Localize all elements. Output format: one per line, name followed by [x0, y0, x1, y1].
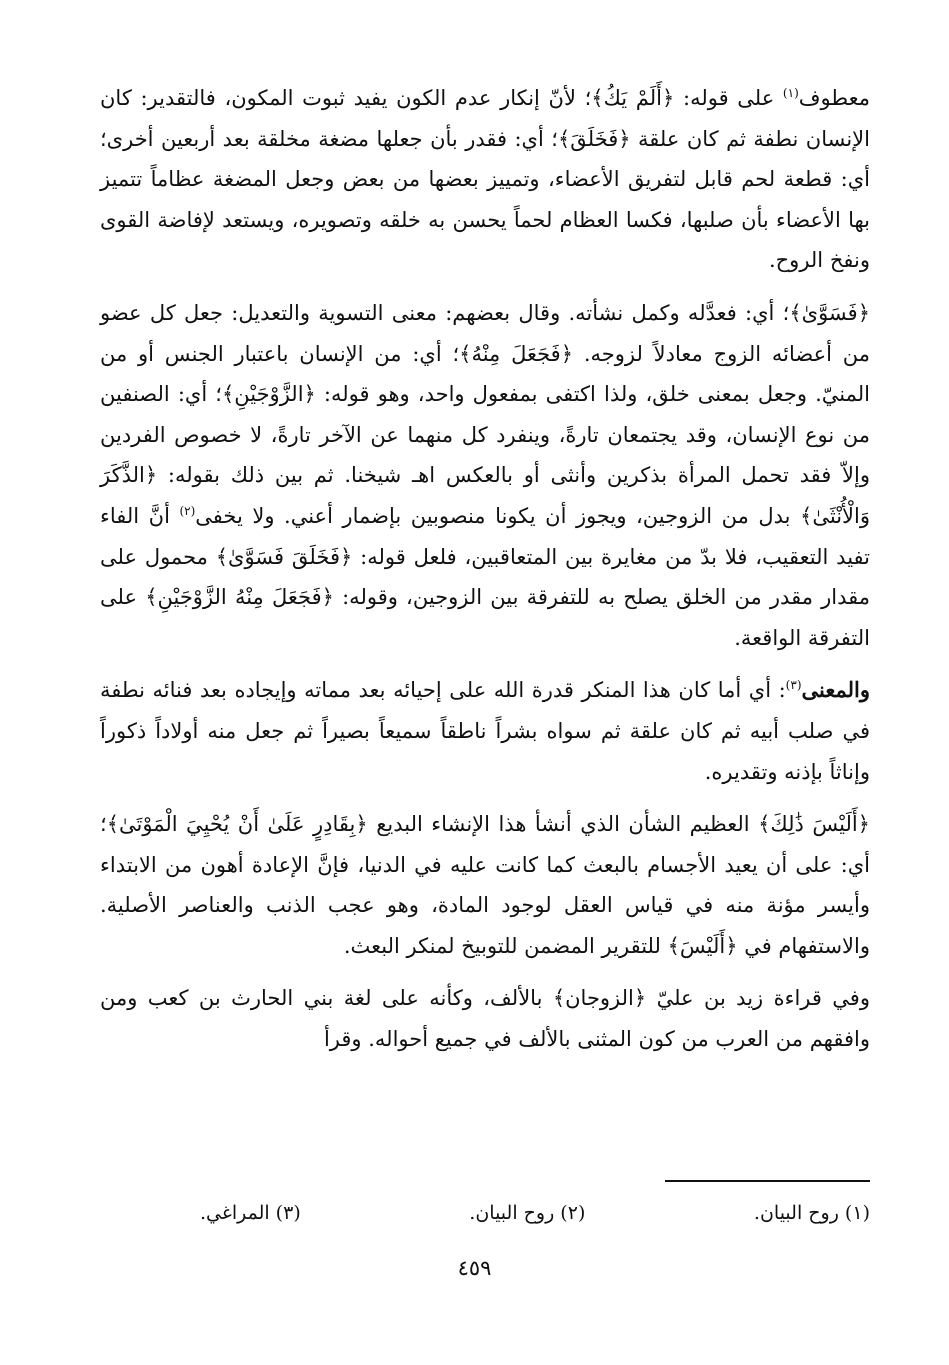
- text-segment: : أي أما كان هذا المنكر قدرة الله على إحيائه بعد مماته وإيجاده بعد فنائه نطفة في صلب أبيه ثم كان علقة ثم سواه بشراً ناطقاً سميعاً بصيراً ثم جعل منه أولاداً ذكوراً وإناثاً بإذنه وتقديره.: [100, 678, 870, 784]
- footnotes: [200, 1198, 870, 1228]
- quran-quote: ﴿فَسَوَّىٰ﴾: [789, 300, 870, 325]
- text-segment: ؛ أي: فقدر بأن جعلها مضغة مخلقة بعد أربعين أخرى؛ أي: قطعة لحم قابل لتفريق الأعضاء، وتمييز بعضها من بعض وجعل المضغة عظاماً تتميز بها الأعضاء بأن صلبها، فكسا العظام لحماً يحسن به خلقه وتصويره، ويستعد لإفاضة القوى ونفخ الروح.: [100, 126, 870, 273]
- text-segment: أنَّ الفاء تفيد التعقيب، فلا بدّ من مغايرة بين المتعاقبين، فلعل قوله:: [100, 503, 870, 569]
- text-segment: وفي قراءة زيد بن عليّ: [646, 986, 870, 1011]
- quran-quote: ﴿بِقَادِرٍ عَلَىٰ أَنْ يُحْيِيَ الْمَوْتَىٰ﴾: [106, 812, 368, 837]
- text-segment: ؛ أي: من الإنسان باعتبار الجنس أو من المنيّ. وجعل بمعنى خلق، ولذا اكتفى بمفعول واحد، وهو قوله:: [100, 341, 870, 407]
- quran-quote: ﴿فَخَلَقَ﴾: [557, 126, 631, 151]
- text-segment: ؛ أي: الصنفين من نوع الإنسان، وقد يجتمعان تارةً، وينفرد كل منهما عن الآخر تارةً، لا خصوص الفردين وإلاّ فقد تحمل المرأة بذكرين وأنثى أو بالعكس اهـ شيخنا. ثم بين ذلك بقوله:: [100, 382, 870, 488]
- main-text: [100, 78, 870, 1072]
- footnote-2: (٢) روح البيان.: [469, 1202, 586, 1224]
- text-segment: بدل من الزوجين، ويجوز أن يكونا منصوبين بإضمار أعني. ولا يخفى: [195, 503, 801, 528]
- quran-quote: ﴿أَلَيْسَ ذَٰلِكَ﴾: [758, 812, 870, 837]
- footnote-3: (٣) المراغي.: [200, 1202, 301, 1224]
- paragraph-3: [100, 670, 870, 792]
- text-segment: بالألف، وكأنه على لغة بني الحارث بن كعب ومن وافقهم من العرب من كون المثنى بالألف في جميع أحواله. وقرأ: [100, 986, 870, 1052]
- quran-quote: ﴿أَلَمْ يَكُ﴾: [591, 86, 675, 110]
- footnote-marker: (٢): [179, 503, 196, 518]
- text-segment: للتقرير المضمن للتوبيخ لمنكر البعث.: [343, 933, 668, 958]
- footnote-marker: (٣): [785, 678, 802, 693]
- paragraph-4: [100, 804, 870, 966]
- text-segment: ؛ أي: فعدَّله وكمل نشأته. وقال بعضهم: معنى التسوية والتعديل: جعل كل عضو من أعضائه الزوج معادلاً لزوجه.: [100, 300, 870, 366]
- quran-quote: ﴿فَجَعَلَ مِنْهُ الزَّوْجَيْنِ﴾: [145, 585, 334, 610]
- quran-quote: ﴿الذَّكَرَ وَالْأُنْثَىٰ﴾: [100, 463, 870, 528]
- paragraph-2: [100, 293, 870, 658]
- text-segment: محمول على مقدار مقدر من الخلق يصلح به للتفرقة بين الزوجين، وقوله:: [100, 544, 871, 610]
- footnote-1: (١) روح البيان.: [753, 1202, 870, 1224]
- text-segment: ؛ لأنّ إنكار عدم الكون يفيد ثبوت المكون، فالتقدير: كان الإنسان نطفة ثم كان علقة: [100, 86, 870, 151]
- quran-quote: ﴿الزَّوْجَيْنِ﴾: [221, 382, 316, 407]
- text-segment: ؛ أي: على أن يعيد الأجسام بالبعث كما كانت عليه في الدنيا، فإنَّ الإعادة أهون من الابتداء وأيسر مؤنة منه في قياس العقل لوجود المادة، وهو عجب الذنب والعناصر الأصلية. والاستفهام في: [100, 812, 870, 958]
- paragraph-5: [100, 978, 870, 1059]
- footnote-separator: [665, 1180, 870, 1182]
- quran-quote: ﴿فَخَلَقَ فَسَوَّىٰ﴾: [215, 544, 353, 569]
- bold-term: والمعنى: [801, 677, 870, 703]
- paragraph-1: [100, 78, 870, 281]
- page-number: ٤٥٩: [457, 1256, 492, 1280]
- quran-quote: ﴿الزوجان﴾: [552, 986, 647, 1011]
- text-segment: العظيم الشأن الذي أنشأ هذا الإنشاء البديع: [367, 812, 759, 837]
- footnote-marker: (١): [782, 86, 799, 100]
- quran-quote: ﴿فَجَعَلَ مِنْهُ﴾: [459, 341, 574, 366]
- quran-quote: ﴿أَلَيْسَ﴾: [667, 933, 738, 958]
- text-segment: على قوله:: [674, 86, 783, 110]
- text-segment: معطوف: [798, 86, 870, 110]
- text-segment: على التفرقة الواقعة.: [100, 585, 870, 650]
